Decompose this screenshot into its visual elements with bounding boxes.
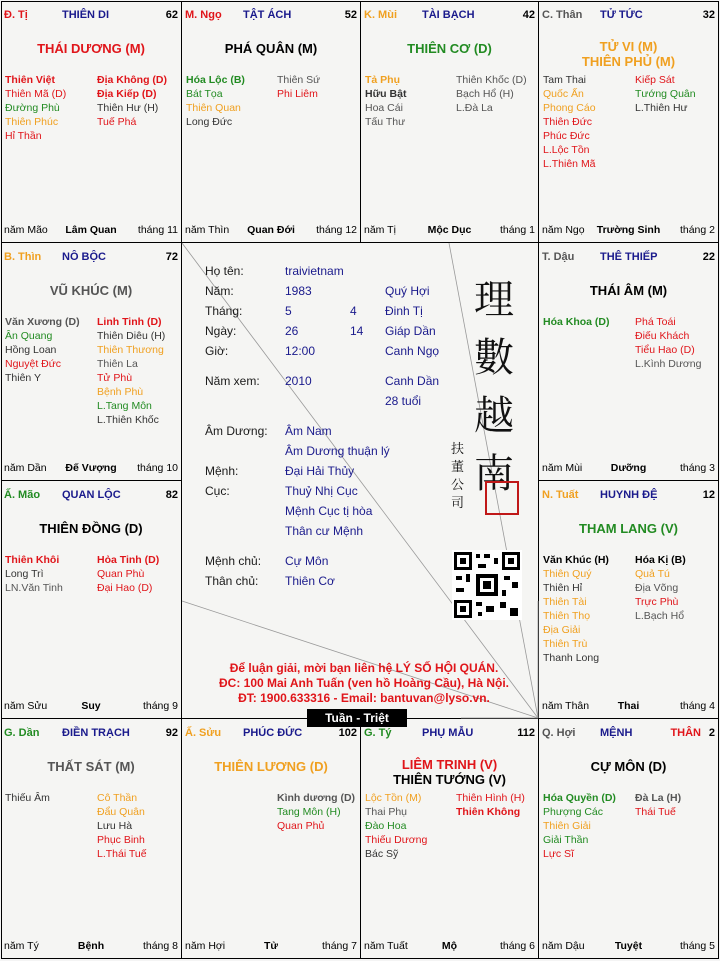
palace-month: tháng 4 — [679, 700, 715, 712]
minor-star: Phong Cáo — [543, 102, 596, 114]
info-value: 26 — [285, 324, 299, 338]
minor-star: Thiên Khôi — [5, 554, 60, 566]
palace-name: PHỤ MẪU — [422, 727, 474, 739]
minor-star: Hoa Cái — [365, 102, 403, 114]
can-chi-value: Canh Ngọ — [385, 344, 440, 358]
palace-p-di[interactable] — [1, 1, 181, 242]
minor-star: Thiên Sứ — [277, 74, 321, 86]
right-star-column — [277, 791, 355, 833]
minor-star: Hóa Kị (B) — [635, 554, 686, 566]
minor-star: Long Đức — [186, 116, 233, 128]
palace-name: TÀI BẠCH — [422, 9, 475, 21]
left-star-column — [543, 553, 609, 665]
palace-branch: Ấ. Mão — [4, 489, 41, 501]
palace-name: HUYNH ĐỆ — [600, 489, 658, 501]
left-star-column — [5, 73, 66, 143]
left-star-column — [543, 791, 616, 861]
cuc-relation: Mệnh Cục tị hòa — [285, 504, 373, 518]
main-stars — [1, 41, 181, 56]
minor-star: Quan Phù — [97, 568, 145, 580]
minor-star: Thiên Quý — [543, 568, 592, 580]
palace-p-noboc[interactable] — [1, 243, 181, 480]
main-star: CỰ MÔN (D) — [590, 759, 667, 774]
palace-footer — [185, 940, 357, 952]
menh-chu-label: Mệnh chủ: — [205, 554, 262, 568]
palace-month: tháng 5 — [679, 940, 715, 952]
palace-p-menh[interactable] — [539, 719, 718, 958]
minor-star: Thiếu Âm — [5, 792, 50, 804]
main-star: THIÊN LƯƠNG (D) — [214, 759, 328, 774]
palace-month: tháng 12 — [316, 224, 357, 236]
palace-year: năm Dần — [4, 462, 47, 474]
minor-star: Thiên Y — [5, 372, 41, 384]
palace-p-huynhde[interactable] — [539, 481, 718, 718]
palace-header — [4, 9, 178, 23]
palace-stage: Suy — [81, 700, 101, 712]
minor-star: Thiên Mã (D) — [5, 88, 67, 100]
lunar-value: 4 — [350, 304, 357, 318]
minor-star: Thiên Giải — [543, 820, 591, 832]
palace-branch: C. Thân — [542, 9, 583, 21]
left-star-column — [365, 73, 406, 129]
main-star: LIÊM TRINH (V) — [401, 757, 498, 772]
minor-star: Tang Môn (H) — [277, 806, 341, 818]
minor-star: Thiếu Dương — [365, 834, 428, 846]
palace-p-phucduc[interactable] — [182, 719, 360, 958]
info-label: Tháng: — [205, 304, 243, 318]
can-chi-value: 28 tuổi — [385, 394, 422, 408]
contact-phone-email[interactable]: ĐT: 1900.633316 - Email: bantuvan@lyso.vn. — [238, 691, 490, 705]
palace-number: 92 — [165, 727, 178, 739]
palace-number: 22 — [702, 251, 715, 263]
minor-star: Đại Hao (D) — [97, 582, 153, 594]
main-star: THẤT SÁT (M) — [47, 759, 135, 774]
minor-star: Thanh Long — [543, 652, 600, 664]
palace-p-tutuc[interactable] — [539, 1, 718, 242]
minor-star: Nguyệt Đức — [5, 358, 62, 370]
palace-footer — [542, 462, 715, 474]
info-label: Giờ: — [205, 344, 229, 358]
minor-star: L.Đà La — [456, 102, 493, 114]
minor-star: Thiên Quan — [186, 102, 241, 114]
minor-star: L.Tang Môn — [97, 400, 152, 412]
palace-year: năm Sửu — [4, 700, 48, 712]
minor-star: Bát Tọa — [186, 88, 223, 100]
menh-label: Mệnh: — [205, 464, 239, 478]
minor-star: Đà La (H) — [635, 792, 682, 804]
palace-stage: Đế Vượng — [65, 462, 117, 474]
info-value: 12:00 — [285, 344, 316, 358]
right-star-column — [97, 791, 147, 861]
palace-header — [4, 727, 178, 741]
than-marker: THÂN — [670, 727, 701, 739]
minor-star: Thái Tuế — [635, 806, 676, 818]
palace-stage: Lâm Quan — [65, 224, 117, 236]
minor-star: Phục Binh — [97, 834, 145, 846]
palace-name: QUAN LỘC — [62, 489, 121, 501]
minor-star: Thiên Trù — [543, 638, 588, 650]
palace-header — [364, 9, 535, 23]
palace-number: 102 — [338, 727, 357, 739]
minor-star: L.Thiên Khốc — [97, 414, 159, 426]
main-star: THÁI ÂM (M) — [589, 283, 668, 298]
palace-month: tháng 7 — [321, 940, 357, 952]
left-star-column — [5, 553, 63, 595]
palace-p-dientrach[interactable] — [1, 719, 181, 958]
minor-star: Kiếp Sát — [635, 74, 675, 86]
palace-stage: Tử — [263, 940, 279, 952]
palace-month: tháng 1 — [499, 224, 535, 236]
palace-name: THÊ THIẾP — [600, 251, 658, 263]
menh-chu-value: Cự Môn — [285, 554, 329, 568]
left-star-column — [543, 73, 596, 171]
minor-star: Thiên Hình (H) — [456, 792, 525, 804]
palace-stage: Thai — [617, 700, 640, 712]
minor-star: Tiểu Hao (D) — [635, 344, 695, 356]
right-star-column — [635, 315, 701, 371]
palace-branch: M. Ngọ — [185, 9, 222, 21]
main-star: THIÊN PHỦ (M) — [581, 54, 676, 69]
palace-footer — [542, 224, 715, 236]
info-value: 1983 — [285, 284, 312, 298]
minor-star: Trực Phù — [635, 596, 679, 608]
minor-star: Hóa Khoa (D) — [543, 316, 610, 328]
info-value: 2010 — [285, 374, 312, 388]
palace-branch: Q. Hợi — [542, 727, 576, 739]
palace-year: năm Tý — [4, 940, 39, 952]
minor-star: Lộc Tồn (M) — [365, 792, 422, 804]
minor-star: Hóa Quyền (D) — [543, 792, 616, 804]
right-star-column — [97, 553, 159, 595]
palace-header — [185, 727, 357, 741]
palace-branch: N. Tuất — [542, 489, 579, 501]
left-star-column — [186, 73, 245, 129]
main-star: PHÁ QUÂN (M) — [224, 41, 318, 56]
palace-number: 2 — [708, 727, 715, 739]
can-chi-value: Đinh Tị — [385, 304, 423, 318]
main-stars — [539, 759, 718, 774]
palace-name: THIÊN DI — [62, 9, 110, 21]
palace-footer — [185, 224, 357, 236]
cuc-label: Cục: — [205, 484, 230, 498]
main-star: VŨ KHÚC (M) — [49, 283, 133, 298]
minor-star: Phá Toái — [635, 316, 676, 328]
minor-star: Địa Võng — [635, 582, 679, 594]
palace-stage: Dưỡng — [610, 462, 647, 474]
palace-header — [4, 489, 178, 503]
minor-star: Bệnh Phù — [97, 386, 144, 398]
minor-star: L.Thiên Mã — [543, 158, 596, 170]
am-duong-detail: Âm Dương thuận lý — [285, 444, 390, 458]
tu-vi-chart — [1, 1, 719, 959]
minor-star: Địa Giải — [543, 624, 581, 636]
minor-star: Phi Liêm — [277, 88, 318, 100]
palace-month: tháng 2 — [679, 224, 715, 236]
minor-star: Thiên La — [97, 358, 138, 370]
palace-month: tháng 8 — [142, 940, 178, 952]
minor-star: Quả Tú — [635, 568, 670, 580]
right-star-column — [635, 73, 696, 115]
minor-star: Tử Phù — [97, 372, 133, 384]
minor-star: Thiên Thọ — [543, 610, 591, 622]
minor-star: Tấu Thư — [365, 116, 406, 128]
palace-name: MỆNH — [600, 727, 633, 739]
info-label: Năm xem: — [205, 374, 260, 388]
minor-star: Lưu Hà — [97, 820, 133, 832]
minor-star: Ân Quang — [5, 330, 53, 342]
palace-name: ĐIỀN TRẠCH — [62, 727, 130, 739]
minor-star: Phúc Đức — [543, 130, 590, 142]
palace-p-tatach[interactable] — [182, 1, 360, 242]
minor-star: Đường Phù — [5, 102, 60, 114]
minor-star: Quốc Ấn — [543, 88, 584, 100]
left-star-column — [5, 791, 50, 805]
palace-name: NÔ BỘC — [62, 251, 106, 263]
palace-name: TỬ TỨC — [600, 9, 643, 21]
minor-star: Tuế Phá — [97, 116, 137, 128]
minor-star: Hỏa Tinh (D) — [97, 554, 160, 566]
main-stars — [539, 39, 718, 69]
can-chi-value: Canh Dần — [385, 374, 440, 388]
palace-branch: Ấ. Sửu — [185, 727, 222, 739]
minor-star: Bạch Hổ (H) — [456, 88, 514, 100]
minor-star: L.Lộc Tồn — [543, 144, 590, 156]
palace-year: năm Ngọ — [542, 224, 585, 236]
main-star: THIÊN TƯỚNG (V) — [393, 772, 506, 787]
left-star-column — [5, 315, 80, 385]
minor-star: Đẩu Quân — [97, 806, 145, 818]
am-duong-label: Âm Dương: — [205, 424, 268, 438]
seal-side-text: 扶董公司 — [451, 442, 465, 511]
right-star-column — [456, 73, 527, 115]
palace-stage: Mộ — [441, 940, 458, 952]
red-seal — [485, 481, 519, 515]
calligraphy-logo: 理 數 越 南 — [474, 277, 514, 497]
minor-star: Giải Thần — [543, 834, 589, 846]
palace-header — [542, 727, 715, 741]
palace-footer — [4, 462, 178, 474]
minor-star: Hỉ Thần — [5, 130, 42, 142]
main-star: THÁI DƯƠNG (M) — [37, 41, 145, 56]
palace-p-thethiep[interactable] — [539, 243, 718, 480]
palace-branch: Đ. Tị — [4, 9, 28, 21]
palace-footer — [542, 940, 715, 952]
palace-year: năm Thân — [542, 700, 590, 712]
palace-p-quanloc[interactable] — [1, 481, 181, 718]
palace-footer — [364, 224, 535, 236]
palace-stage: Tuyệt — [614, 940, 643, 952]
palace-header — [542, 251, 715, 265]
minor-star: Hóa Lộc (B) — [186, 74, 245, 86]
minor-star: Đào Hoa — [365, 820, 407, 832]
palace-number: 82 — [165, 489, 178, 501]
minor-star: L.Thái Tuế — [97, 848, 147, 860]
menh-value: Đại Hải Thủy — [285, 464, 355, 478]
palace-p-taibach[interactable] — [361, 1, 538, 242]
minor-star: Văn Xương (D) — [5, 316, 80, 328]
minor-star: Điếu Khách — [635, 330, 690, 342]
minor-star: Thiên Khốc (D) — [456, 74, 527, 86]
main-stars — [539, 521, 718, 536]
palace-month: tháng 9 — [142, 700, 178, 712]
main-star: THIÊN ĐỒNG (D) — [39, 521, 143, 536]
minor-star: Tam Thai — [543, 74, 586, 86]
palace-year: năm Tuất — [364, 940, 408, 952]
main-stars — [361, 41, 538, 56]
minor-star: LN.Văn Tinh — [5, 582, 63, 594]
main-stars — [182, 41, 360, 56]
minor-star: Quan Phủ — [277, 820, 325, 832]
palace-number: 112 — [517, 727, 535, 739]
palace-stage: Trường Sinh — [596, 224, 661, 236]
palace-month: tháng 6 — [499, 940, 535, 952]
main-stars — [182, 759, 360, 774]
palace-footer — [542, 700, 715, 712]
minor-star: Long Trì — [5, 568, 44, 580]
main-star: THIÊN CƠ (D) — [407, 41, 492, 56]
minor-star: Thiên Hỉ — [543, 582, 583, 594]
palace-branch: T. Dậu — [542, 251, 575, 263]
palace-stage: Quan Đới — [247, 224, 295, 236]
palace-branch: G. Tý — [364, 727, 392, 739]
palace-header — [364, 727, 535, 741]
main-star: TỬ VI (M) — [599, 39, 658, 54]
palace-year: năm Tị — [364, 224, 396, 236]
cuc-value: Thuỷ Nhị Cục — [285, 484, 358, 498]
palace-year: năm Thìn — [185, 224, 230, 236]
minor-star: Thiên Việt — [5, 74, 55, 86]
contact-line-1: Để luận giải, mời bạn liên hệ LÝ SỐ HỘI QUÁN. — [229, 661, 499, 675]
lunar-value: 14 — [350, 324, 364, 338]
main-stars — [1, 283, 181, 298]
palace-year: năm Dậu — [542, 940, 585, 952]
minor-star: L.Bạch Hổ — [635, 610, 685, 622]
palace-number: 62 — [165, 9, 178, 21]
minor-star: Phượng Các — [543, 806, 604, 818]
palace-number: 52 — [344, 9, 357, 21]
palace-month: tháng 10 — [137, 462, 178, 474]
contact-address: ĐC: 100 Mai Anh Tuấn (ven hồ Hoàng Cầu), Hà Nội. — [218, 676, 509, 690]
info-value: 5 — [285, 304, 292, 318]
minor-star: Thai Phụ — [365, 806, 408, 818]
palace-header — [542, 489, 715, 503]
qr-code-icon[interactable] — [452, 550, 522, 620]
palace-year: năm Hợi — [185, 940, 226, 952]
right-star-column — [277, 73, 320, 101]
than-chu-value: Thiên Cơ — [285, 574, 335, 588]
minor-star: Tả Phụ — [365, 74, 401, 86]
minor-star: Bác Sỹ — [365, 848, 399, 860]
right-star-column — [97, 315, 165, 427]
minor-star: Tướng Quân — [635, 88, 696, 100]
right-star-column — [635, 791, 681, 819]
palace-number: 42 — [522, 9, 535, 21]
than-chu-label: Thân chủ: — [205, 574, 259, 588]
main-star: THAM LANG (V) — [579, 521, 678, 536]
minor-star: Thiên Diêu (H) — [97, 330, 166, 342]
info-label: Họ tên: — [205, 264, 244, 278]
palace-month: tháng 11 — [137, 224, 178, 236]
palace-stage: Mộc Dục — [427, 224, 472, 236]
palace-number: 12 — [702, 489, 715, 501]
main-stars — [1, 521, 181, 536]
palace-year: năm Mão — [4, 224, 48, 236]
right-star-column — [456, 791, 525, 819]
minor-star: Kình dương (D) — [277, 792, 356, 804]
minor-star: Linh Tinh (D) — [97, 316, 162, 328]
right-star-column — [635, 553, 686, 623]
can-chi-value: Giáp Dần — [385, 324, 436, 338]
palace-stage: Bệnh — [77, 940, 105, 952]
minor-star: Thiên Đức — [543, 116, 593, 128]
info-value: traivietnam — [285, 264, 344, 278]
minor-star: Lực Sĩ — [543, 848, 574, 860]
am-duong-value: Âm Nam — [285, 424, 332, 438]
tuan-triet-badge: Tuần - Triệt — [307, 709, 407, 727]
minor-star: Thiên Tài — [543, 596, 587, 608]
main-stars — [1, 759, 181, 774]
minor-star: Địa Kiếp (D) — [97, 88, 157, 100]
info-label: Ngày: — [205, 324, 237, 338]
palace-footer — [4, 700, 178, 712]
minor-star: L.Kình Dương — [635, 358, 702, 370]
palace-p-phumau[interactable] — [361, 719, 538, 958]
palace-number: 32 — [702, 9, 715, 21]
palace-name: TẬT ÁCH — [243, 9, 292, 21]
minor-star: Cô Thần — [97, 792, 138, 804]
palace-footer — [4, 224, 178, 236]
palace-year: năm Mùi — [542, 462, 583, 474]
minor-star: Hồng Loan — [5, 344, 57, 356]
minor-star: Thiên Phúc — [5, 116, 59, 128]
minor-star: Hữu Bật — [365, 88, 407, 100]
palace-branch: B. Thìn — [4, 251, 42, 263]
minor-star: Thiên Hư (H) — [97, 102, 159, 114]
palace-number: 72 — [165, 251, 178, 263]
minor-star: L.Thiên Hư — [635, 102, 688, 114]
palace-branch: G. Dần — [4, 727, 40, 739]
minor-star: Thiên Thương — [97, 344, 164, 356]
palace-branch: K. Mùi — [364, 9, 397, 21]
palace-footer — [4, 940, 178, 952]
right-star-column — [97, 73, 167, 129]
minor-star: Thiên Không — [456, 806, 521, 818]
main-stars — [361, 757, 538, 787]
minor-star: Địa Không (D) — [97, 74, 167, 86]
info-label: Năm: — [205, 284, 234, 298]
palace-header — [185, 9, 357, 23]
minor-star: Văn Khúc (H) — [543, 554, 609, 566]
palace-header — [4, 251, 178, 265]
palace-name: PHÚC ĐỨC — [243, 727, 303, 739]
palace-header — [542, 9, 715, 23]
palace-month: tháng 3 — [679, 462, 715, 474]
palace-footer — [364, 940, 535, 952]
main-stars — [539, 283, 718, 298]
than-cu: Thân cư Mệnh — [285, 524, 364, 538]
left-star-column — [543, 315, 610, 329]
left-star-column — [365, 791, 427, 861]
can-chi-value: Quý Hợi — [385, 284, 430, 298]
